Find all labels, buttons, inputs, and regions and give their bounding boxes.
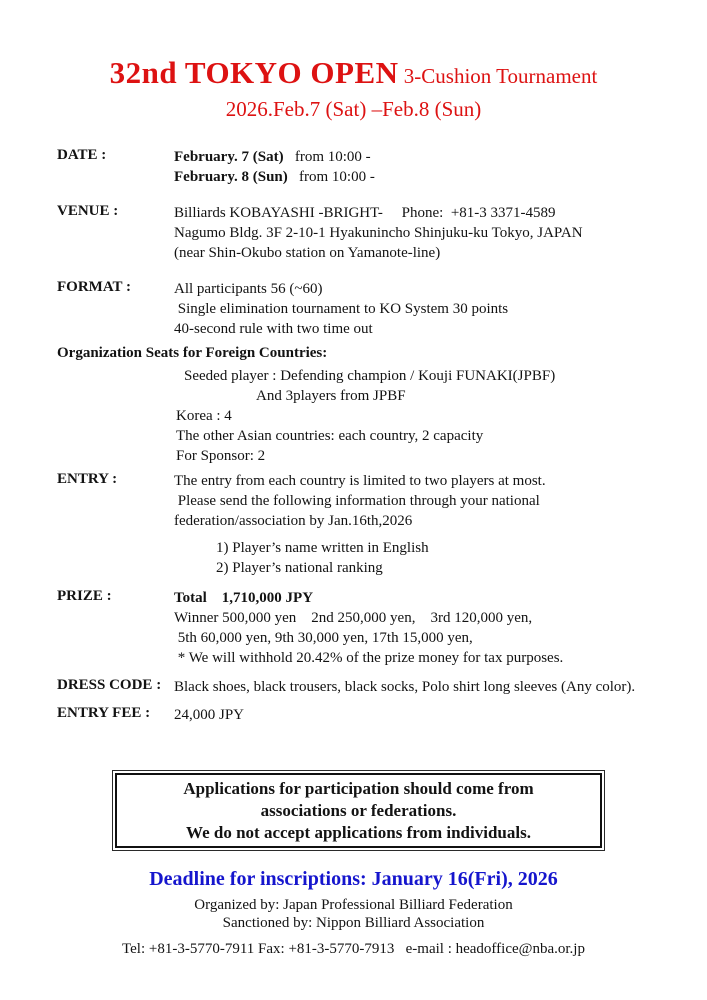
title-dates: 2026.Feb.7 (Sat) –Feb.8 (Sun) xyxy=(225,97,482,121)
application-notice-inner xyxy=(115,773,602,848)
dress-code-content xyxy=(174,677,635,697)
title-suffix: 3-Cushion Tournament xyxy=(398,64,598,88)
notice-line-3: We do not accept applications from individuals. xyxy=(186,822,531,842)
venue-content xyxy=(174,203,583,263)
prize-section xyxy=(57,588,563,668)
date-line-2-time: from 10:00 - xyxy=(287,169,375,185)
format-section xyxy=(57,279,508,339)
entry-item-2: 2) Player’s national ranking xyxy=(216,560,383,576)
venue-line-3: (near Shin-Okubo station on Yamanote-line) xyxy=(174,245,441,261)
venue-section xyxy=(57,203,583,263)
entry-item-1: 1) Player’s name written in English xyxy=(216,540,429,556)
entry-line-2: Please send the following information through your national xyxy=(174,493,540,509)
dress-code-section xyxy=(57,677,635,697)
format-content xyxy=(174,279,508,339)
format-line-1: All participants 56 (~60) xyxy=(174,281,323,297)
venue-line-1: Billiards KOBAYASHI -BRIGHT- Phone: +81-3 3371-4589 xyxy=(174,205,556,221)
prize-line-3: * We will withhold 20.42% of the prize money for tax purposes. xyxy=(174,650,564,666)
document-title xyxy=(0,55,707,91)
entry-fee-line: 24,000 JPY xyxy=(174,707,245,723)
date-line-2-day: February. 8 (Sun) xyxy=(174,169,288,185)
venue-label: VENUE : xyxy=(57,203,119,219)
date-line-1-day: February. 7 (Sat) xyxy=(174,149,284,165)
date-section xyxy=(57,147,375,187)
date-line-2 xyxy=(174,167,375,187)
prize-total: Total 1,710,000 JPY xyxy=(174,590,314,606)
prize-label: PRIZE : xyxy=(57,588,112,604)
org-seats-other-asian: The other Asian countries: each country, 2 capacity xyxy=(176,428,484,444)
contact-info-text: Tel: +81-3-5770-7911 Fax: +81-3-5770-7913 e-mail : headoffice@nba.or.jp xyxy=(122,941,585,957)
prize-line-2: 5th 60,000 yen, 9th 30,000 yen, 17th 15,000 yen, xyxy=(174,630,473,646)
entry-section xyxy=(57,471,546,531)
notice-line-1: Applications for participation should come from xyxy=(183,778,534,798)
date-content xyxy=(174,147,375,187)
org-seats-heading: Organization Seats for Foreign Countries: xyxy=(57,345,328,361)
format-line-3: 40-second rule with two time out xyxy=(174,321,373,337)
organized-by-text: Organized by: Japan Professional Billiard Federation xyxy=(194,897,513,913)
dress-code-line: Black shoes, black trousers, black socks, Polo shirt long sleeves (Any color). xyxy=(174,679,636,695)
entry-label: ENTRY : xyxy=(57,471,118,487)
entry-fee-content xyxy=(174,705,244,725)
sanctioned-by-text: Sanctioned by: Nippon Billiard Association xyxy=(222,915,485,931)
entry-line-3: federation/association by Jan.16th,2026 xyxy=(174,513,413,529)
notice-line-2: associations or federations. xyxy=(260,800,457,820)
dress-code-label: DRESS CODE : xyxy=(57,677,162,693)
date-line-1-time: from 10:00 - xyxy=(283,149,371,165)
org-seats-sponsor: For Sponsor: 2 xyxy=(176,448,266,464)
entry-content xyxy=(174,471,546,531)
entry-fee-label: ENTRY FEE : xyxy=(57,705,151,721)
prize-content xyxy=(174,588,563,668)
title-main: 32nd TOKYO OPEN xyxy=(109,55,399,90)
format-line-2: Single elimination tournament to KO System 30 points xyxy=(174,301,509,317)
application-notice-box xyxy=(112,770,605,851)
entry-line-1: The entry from each country is limited to two players at most. xyxy=(174,473,546,489)
entry-fee-section xyxy=(57,705,244,725)
org-seats-and-players: And 3players from JPBF xyxy=(256,388,406,404)
date-line-1 xyxy=(174,147,375,167)
venue-line-2: Nagumo Bldg. 3F 2-10-1 Hyakunincho Shinjuku-ku Tokyo, JAPAN xyxy=(174,225,583,241)
date-label: DATE : xyxy=(57,147,107,163)
deadline-text: Deadline for inscriptions: January 16(Fri), 2026 xyxy=(149,868,558,890)
format-label: FORMAT : xyxy=(57,279,132,295)
org-seats-seeded: Seeded player : Defending champion / Kouji FUNAKI(JPBF) xyxy=(184,368,556,384)
org-seats-korea: Korea : 4 xyxy=(176,408,232,424)
prize-line-1: Winner 500,000 yen 2nd 250,000 yen, 3rd 120,000 yen, xyxy=(174,610,533,626)
